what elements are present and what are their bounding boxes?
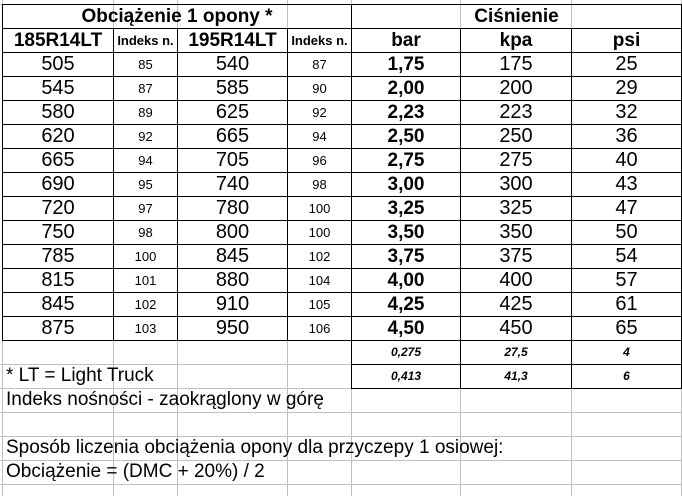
pressure-kpa[interactable]: 425: [461, 293, 572, 317]
index-195[interactable]: 94: [288, 125, 352, 149]
index-195[interactable]: 105: [288, 293, 352, 317]
table-row: [3, 149, 682, 173]
pressure-bar[interactable]: 2,00: [352, 77, 461, 101]
load-section-title: Obciążenie 1 opony *: [3, 5, 352, 29]
col-header-185r14lt: 185R14LT: [3, 29, 114, 53]
load-195[interactable]: 665: [178, 125, 288, 149]
col-header-kpa: kpa: [461, 29, 572, 53]
pressure-bar[interactable]: 2,23: [352, 101, 461, 125]
pressure-kpa[interactable]: 200: [461, 77, 572, 101]
note-formula[interactable]: Obciążenie = (DMC + 20%) / 2: [6, 461, 265, 482]
index-195[interactable]: 100: [288, 197, 352, 221]
pressure-psi[interactable]: 40: [572, 149, 682, 173]
pressure-psi[interactable]: 61: [572, 293, 682, 317]
pressure-kpa[interactable]: 400: [461, 269, 572, 293]
index-195[interactable]: 104: [288, 269, 352, 293]
table-row: [3, 245, 682, 269]
table-row: [3, 77, 682, 101]
index-195[interactable]: 90: [288, 77, 352, 101]
pressure-kpa[interactable]: 250: [461, 125, 572, 149]
step-bar[interactable]: 0,413: [352, 365, 461, 389]
step-kpa[interactable]: 27,5: [461, 341, 572, 365]
index-185[interactable]: 89: [114, 101, 178, 125]
index-195[interactable]: 87: [288, 53, 352, 77]
pressure-kpa[interactable]: 175: [461, 53, 572, 77]
step-psi[interactable]: 6: [572, 365, 682, 389]
pressure-bar[interactable]: 4,25: [352, 293, 461, 317]
index-195[interactable]: 106: [288, 317, 352, 341]
empty-cell: [3, 341, 352, 365]
pressure-psi[interactable]: 29: [572, 77, 682, 101]
load-195[interactable]: 740: [178, 173, 288, 197]
index-185[interactable]: 98: [114, 221, 178, 245]
index-185[interactable]: 103: [114, 317, 178, 341]
pressure-psi[interactable]: 65: [572, 317, 682, 341]
load-185[interactable]: 785: [3, 245, 114, 269]
table-row: [3, 173, 682, 197]
pressure-psi[interactable]: 54: [572, 245, 682, 269]
load-185[interactable]: 875: [3, 317, 114, 341]
table-row: [3, 101, 682, 125]
pressure-psi[interactable]: 25: [572, 53, 682, 77]
load-195[interactable]: 950: [178, 317, 288, 341]
index-185[interactable]: 102: [114, 293, 178, 317]
step-row: [3, 341, 682, 365]
load-195[interactable]: 845: [178, 245, 288, 269]
pressure-bar[interactable]: 3,25: [352, 197, 461, 221]
load-185[interactable]: 690: [3, 173, 114, 197]
pressure-bar[interactable]: 2,75: [352, 149, 461, 173]
load-195[interactable]: 880: [178, 269, 288, 293]
step-psi[interactable]: 4: [572, 341, 682, 365]
load-185[interactable]: 620: [3, 125, 114, 149]
load-185[interactable]: 845: [3, 293, 114, 317]
index-195[interactable]: 92: [288, 101, 352, 125]
note-index[interactable]: Indeks nośności - zaokrąglony w górę: [6, 389, 324, 410]
load-185[interactable]: 815: [3, 269, 114, 293]
pressure-kpa[interactable]: 223: [461, 101, 572, 125]
pressure-psi[interactable]: 47: [572, 197, 682, 221]
pressure-bar[interactable]: 4,00: [352, 269, 461, 293]
index-185[interactable]: 97: [114, 197, 178, 221]
load-185[interactable]: 665: [3, 149, 114, 173]
load-195[interactable]: 910: [178, 293, 288, 317]
pressure-psi[interactable]: 32: [572, 101, 682, 125]
index-195[interactable]: 96: [288, 149, 352, 173]
index-185[interactable]: 100: [114, 245, 178, 269]
index-185[interactable]: 101: [114, 269, 178, 293]
pressure-bar[interactable]: 1,75: [352, 53, 461, 77]
table-row: [3, 221, 682, 245]
pressure-bar[interactable]: 3,75: [352, 245, 461, 269]
load-185[interactable]: 545: [3, 77, 114, 101]
table-row: [3, 53, 682, 77]
pressure-kpa[interactable]: 450: [461, 317, 572, 341]
load-185[interactable]: 580: [3, 101, 114, 125]
pressure-psi[interactable]: 43: [572, 173, 682, 197]
index-185[interactable]: 85: [114, 53, 178, 77]
table-row: [3, 125, 682, 149]
tire-load-pressure-table: [2, 4, 682, 389]
pressure-section-title: Ciśnienie: [352, 5, 682, 29]
pressure-kpa[interactable]: 375: [461, 245, 572, 269]
index-185[interactable]: 94: [114, 149, 178, 173]
load-185[interactable]: 720: [3, 197, 114, 221]
pressure-kpa[interactable]: 350: [461, 221, 572, 245]
pressure-kpa[interactable]: 325: [461, 197, 572, 221]
index-195[interactable]: 102: [288, 245, 352, 269]
load-195[interactable]: 625: [178, 101, 288, 125]
col-header-bar: bar: [352, 29, 461, 53]
load-185[interactable]: 505: [3, 53, 114, 77]
index-195[interactable]: 98: [288, 173, 352, 197]
pressure-bar[interactable]: 3,50: [352, 221, 461, 245]
pressure-psi[interactable]: 36: [572, 125, 682, 149]
pressure-bar[interactable]: 2,50: [352, 125, 461, 149]
step-bar[interactable]: 0,275: [352, 341, 461, 365]
pressure-bar[interactable]: 4,50: [352, 317, 461, 341]
note-light-truck[interactable]: * LT = Light Truck: [6, 365, 154, 386]
table-row: [3, 293, 682, 317]
pressure-bar[interactable]: 3,00: [352, 173, 461, 197]
table-row: [3, 317, 682, 341]
pressure-psi[interactable]: 57: [572, 269, 682, 293]
load-185[interactable]: 750: [3, 221, 114, 245]
load-195[interactable]: 705: [178, 149, 288, 173]
pressure-psi[interactable]: 50: [572, 221, 682, 245]
index-185[interactable]: 95: [114, 173, 178, 197]
step-kpa[interactable]: 41,3: [461, 365, 572, 389]
col-header-index-1: Indeks n.: [114, 29, 178, 53]
load-195[interactable]: 540: [178, 53, 288, 77]
col-header-psi: psi: [572, 29, 682, 53]
col-header-195r14lt: 195R14LT: [178, 29, 288, 53]
load-195[interactable]: 780: [178, 197, 288, 221]
index-185[interactable]: 92: [114, 125, 178, 149]
load-195[interactable]: 800: [178, 221, 288, 245]
col-header-index-2: Indeks n.: [288, 29, 352, 53]
load-195[interactable]: 585: [178, 77, 288, 101]
pressure-kpa[interactable]: 275: [461, 149, 572, 173]
index-195[interactable]: 100: [288, 221, 352, 245]
pressure-kpa[interactable]: 300: [461, 173, 572, 197]
table-row: [3, 269, 682, 293]
table-row: [3, 197, 682, 221]
note-method[interactable]: Sposób liczenia obciążenia opony dla przyczepy 1 osiowej:: [6, 437, 504, 458]
index-185[interactable]: 87: [114, 77, 178, 101]
